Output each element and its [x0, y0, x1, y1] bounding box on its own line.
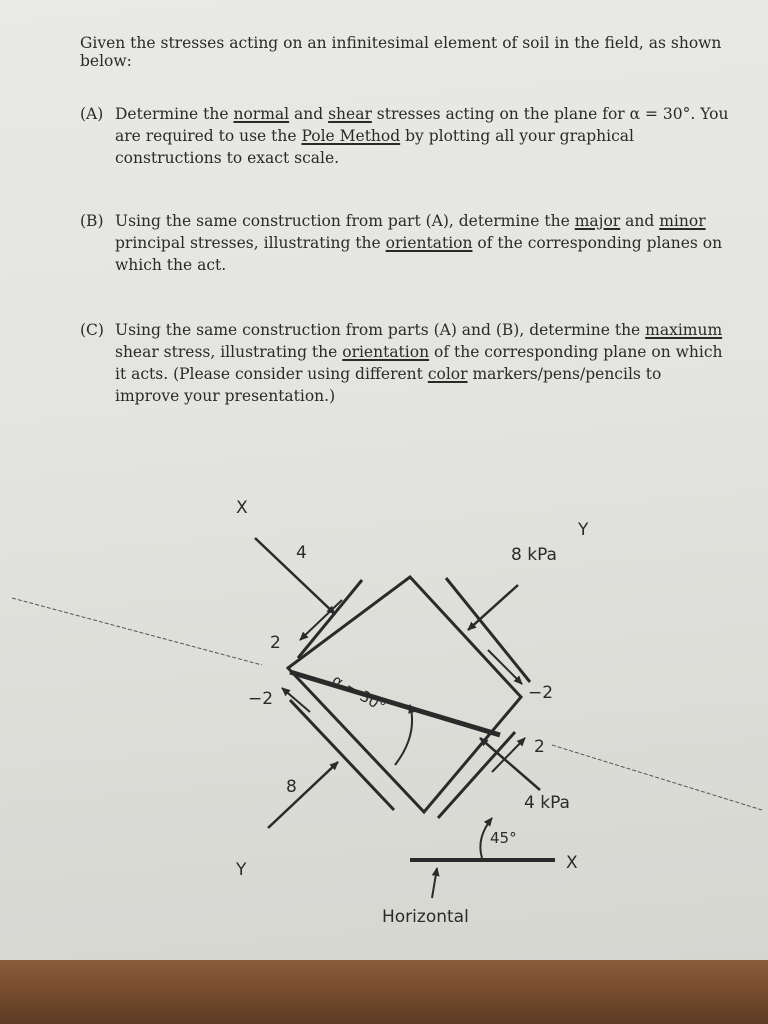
- shear-label-neg2-left: −2: [248, 689, 274, 709]
- stress-element-diagram: [0, 470, 768, 940]
- normal-arrow-4-top: [255, 538, 335, 614]
- stress-label-8: 8: [286, 777, 297, 797]
- axis-y-bottom-label: Y: [236, 860, 247, 880]
- intro-text: Given the stresses acting on an infinitesimal element of soil in the field, as shown below:: [80, 34, 722, 70]
- part-a-underline-normal: normal: [233, 105, 290, 123]
- part-b-underline-orientation: orientation: [385, 234, 473, 252]
- stress-label-4: 4: [296, 543, 307, 563]
- normal-arrow-4-bottom: [480, 738, 540, 790]
- part-c-underline-orientation: orientation: [342, 343, 430, 361]
- part-c-text-1: Using the same construction from parts (A) and (B), determine the: [115, 321, 646, 339]
- shear-label-neg2-right: −2: [528, 683, 554, 703]
- part-a-underline-shear: shear: [328, 105, 372, 123]
- part-b-label: (B): [80, 212, 104, 230]
- part-c-text-2: shear stress, illustrating the: [115, 343, 343, 361]
- stress-label-8-kpa: 8 kPa: [511, 545, 557, 565]
- part-a-body: [115, 103, 730, 169]
- part-b-underline-minor: minor: [659, 212, 706, 230]
- part-c-label: (C): [80, 321, 104, 339]
- table-surface: [0, 960, 768, 1024]
- axis-x-top-label: X: [236, 498, 248, 518]
- alpha-angle-arc: [395, 705, 412, 765]
- shear-label-2-right: 2: [534, 737, 545, 757]
- angle-45-label: 45°: [490, 829, 517, 847]
- stress-label-4-kpa: 4 kPa: [524, 793, 570, 813]
- part-a-text-4: by plotting all your graphical constructions to exact scale.: [115, 127, 634, 167]
- part-a: [80, 103, 730, 169]
- part-c-text-4: markers/pens/pencils to improve your presentation.): [115, 365, 662, 405]
- axis-x-bottom-label: X: [566, 853, 578, 873]
- part-a-underline-pole-method: Pole Method: [301, 127, 401, 145]
- part-c-text-3: of the corresponding plane on which it acts. (Please consider using different: [115, 343, 723, 383]
- guide-line-left: [12, 598, 262, 665]
- part-b-body: [115, 210, 730, 276]
- part-a-text-2: and: [289, 105, 329, 123]
- part-a-text-3: stresses acting on the plane for α = 30°. You are required to use the: [115, 105, 729, 145]
- guide-line-right: [552, 745, 762, 810]
- horizontal-label: Horizontal: [382, 907, 469, 927]
- shear-arrow-2-right: [492, 738, 525, 772]
- normal-arrow-8-top: [468, 585, 518, 630]
- part-b-text-3: principal stresses, illustrating the: [115, 234, 386, 252]
- part-c-underline-color: color: [427, 365, 468, 383]
- part-b-text-4: of the corresponding planes on which the act.: [115, 234, 723, 274]
- part-a-text-1: Determine the: [115, 105, 234, 123]
- part-b: [80, 210, 730, 276]
- part-c: [80, 319, 730, 407]
- part-b-text-1: Using the same construction from part (A), determine the: [115, 212, 575, 230]
- alpha-label: α = 30°: [329, 670, 389, 716]
- part-c-underline-maximum: maximum: [645, 321, 723, 339]
- axis-y-top-label: Y: [578, 520, 589, 540]
- part-b-text-2: and: [620, 212, 660, 230]
- normal-arrow-8-bottom: [268, 762, 338, 828]
- part-c-body: [115, 319, 730, 407]
- side-line-lower-right: [438, 732, 515, 818]
- part-b-underline-major: major: [574, 212, 621, 230]
- shear-label-2-left: 2: [270, 633, 281, 653]
- part-a-label: (A): [80, 105, 104, 123]
- horizontal-pointer-arrow: [432, 868, 437, 898]
